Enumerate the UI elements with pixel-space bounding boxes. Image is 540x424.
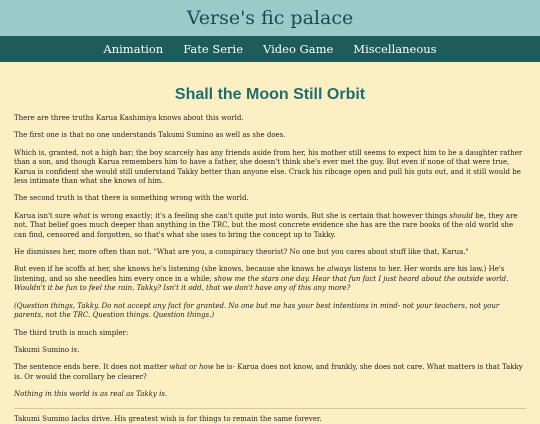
story-paragraph — [14, 346, 526, 355]
nav-link-miscellaneous[interactable]: Miscellaneous — [353, 42, 437, 56]
story-paragraph — [14, 363, 526, 382]
nav-link-fate-serie[interactable]: Fate Serie — [183, 42, 244, 56]
emphasis-text: always — [327, 265, 352, 274]
main-nav — [0, 36, 540, 62]
text-run: he is- Karua does not know, and frankly, she does not care. What matters is that Takky is. Or would the corollary be clearer? — [14, 363, 523, 381]
text-run: listens to her. Her words are his law.) He's listening, and so she needles him every once in a while; — [14, 265, 505, 283]
story-paragraph: He dismisses her, more often than not. "What are you, a conspiracy theorist? No one but you cares about stuff like that, Karua." — [14, 248, 469, 257]
emphasis-text: should — [449, 211, 473, 220]
story-paragraph — [14, 302, 526, 321]
story-paragraph — [14, 212, 526, 240]
story-paragraph: The third truth is much simpler: — [14, 328, 129, 337]
story-paragraph — [14, 265, 526, 293]
story-paragraph: There are three truths Karua Kashimiya knows about this world. — [14, 114, 244, 122]
site-title[interactable]: Verse's fic palace — [186, 7, 354, 29]
nav-link-video-game[interactable]: Video Game — [263, 42, 334, 56]
emphasis-text: what — [169, 363, 187, 372]
emphasis-text: is — [71, 345, 78, 354]
site-header — [0, 0, 540, 36]
text-run: Takumi Sumino — [14, 345, 72, 354]
emphasis-text: how — [198, 363, 214, 372]
story-title: Shall the Moon Still Orbit — [174, 86, 366, 103]
story-content — [0, 86, 540, 424]
text-run: But even if he scoffs at her, she knows he's listening (she knows, because she knows he — [14, 265, 328, 274]
emphasis-text: what — [72, 211, 91, 220]
text-run: The sentence ends here. It does not matter — [14, 363, 170, 372]
emphasis-text: (Question things, Takky. Do not accept any fact for granted. No one but me has your best intentions in mind- not your teachers, not your parents, not the TRC. Question things. Question things.) — [14, 301, 500, 320]
nav-link-animation[interactable]: Animation — [103, 42, 164, 56]
story-paragraph — [14, 390, 526, 399]
story-paragraph: Which is, granted, not a high bar; the boy scarcely has any friends aside from her, his mother still seems to expect him to be a daughter rather than a son, and though Karua remembers him to have a father, she doesn't think she's ever met the guy. But even if none of that were true, Karua is confident she would still understand Takky better than anyone else. Crack his ribcage open and pull his guts out, and it still would be less intimate than what she knows of him. — [14, 148, 523, 186]
story-paragraph: The first one is that no one understands Takumi Sumino as well as she does. — [14, 131, 286, 140]
emphasis-text: show me the stars one day. Hear that fun fact I just heard about the outside world. Wouldn't it be fun to feel the rain, Takky? Isn't it odd, that we don't have any of this any more? — [14, 274, 509, 293]
story-paragraph: The second truth is that there is something wrong with the world. — [14, 194, 249, 203]
story-paragraph: Takumi Sumino lacks drive. His greatest wish is for things to remain the same forever. — [14, 414, 322, 423]
section-divider — [14, 408, 526, 409]
text-run: Karua isn't sure — [14, 211, 73, 220]
text-run: be, they are not. That belief goes much deeper than anything in the TRC, but the most concrete evidence she has are the rare books of the old world she can find, censored and forgotten, so that's what she uses to bring the concept up to Takky. — [14, 211, 518, 239]
text-run: or — [186, 363, 199, 372]
emphasis-text: Nothing in this world is as real as Takky is. — [14, 390, 168, 399]
text-run: is wrong exactly; it's a feeling she can't quite put into words. But she is certain that however things — [90, 211, 450, 220]
text-run: . — [77, 345, 80, 354]
